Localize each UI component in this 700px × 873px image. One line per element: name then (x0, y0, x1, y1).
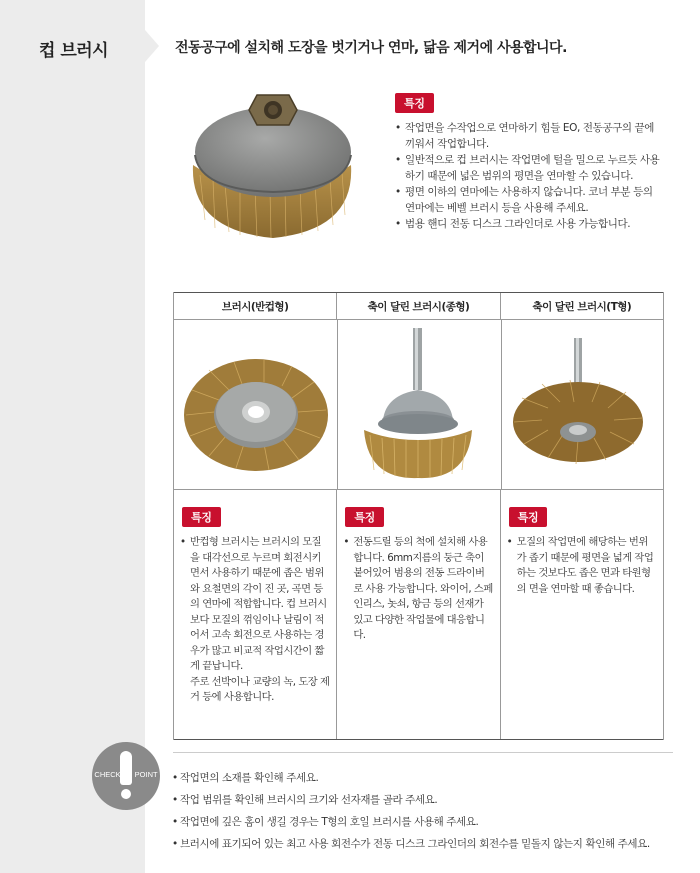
list-item: • 일반적으로 컵 브러시는 작업면에 털을 밀으로 누르듯 사용하기 때문에 넓은 범위의 평면을 연마할 수 있습니다. (395, 153, 660, 184)
checkpoint-icon (92, 742, 160, 810)
page-title: 컵 브러시 (39, 41, 109, 61)
list-item: • 평면 이하의 연마에는 사용하지 않습니다. 코너 부분 등의 연마에는 베벨 브러시 등을 사용해 주세요. (395, 185, 660, 216)
cup-brush-image (185, 80, 360, 245)
features-list (343, 535, 493, 644)
list-item: • 브러시에 표기되어 있는 최고 사용 회전수가 전동 디스크 그라인더의 회전수를 밑돌지 않는지 확인해 주세요. (172, 833, 650, 855)
list-item: • 작업 범위를 확인해 브러시의 크기와 선자재를 골라 주세요. (172, 789, 650, 811)
table-description-row (174, 490, 663, 740)
column-header: 축이 달린 브러시(종형) (336, 293, 499, 319)
checkpoint-label (92, 770, 160, 779)
list-item: • 모질의 작업면에 해당하는 번위가 좁기 때문에 평면을 넓게 작업하는 것보다도 좁은 면과 타원형의 면을 연마할 때 좋습니다. (507, 535, 657, 597)
description-cell (500, 490, 663, 739)
sidebar-pointer (145, 30, 159, 62)
bell-shank-brush-image (338, 320, 501, 490)
half-cup-brush-image (174, 320, 337, 490)
features-badge: 특징 (345, 507, 384, 527)
divider (173, 752, 673, 753)
image-cell (174, 320, 337, 489)
list-item: • 전동드릴 등의 척에 설치해 사용합니다. 6mm지름의 둥근 축이 붙어있어 범용의 전동 드라이버로 사용 가능합니다. 와이어, 스페인리스, 놋쇠, 항금 등의 선재가 있고 다양한 작업물에 대응합니다. (343, 535, 493, 644)
checkpoint-label-right: POINT (134, 770, 158, 779)
main-features (395, 92, 660, 234)
features-badge: 특징 (182, 507, 221, 527)
column-header: 브러시(반컵형) (221, 300, 289, 313)
checkpoint-label-left: CHECK (94, 770, 121, 779)
header-description: 전동공구에 설치해 도장을 벗기거나 연마, 닮음 제거에 사용합니다. (175, 40, 567, 56)
features-list (395, 121, 660, 233)
exclamation-dot (121, 789, 131, 799)
t-shank-brush-image (502, 320, 665, 490)
checkpoint-list (172, 767, 650, 855)
image-cell (501, 320, 665, 489)
features-list (180, 535, 330, 675)
exclamation-icon (120, 751, 132, 785)
features-badge: 특징 (395, 93, 434, 113)
features-badge: 특징 (509, 507, 548, 527)
description-cell (174, 490, 336, 739)
image-cell (337, 320, 501, 489)
list-item: • 작업면의 소재를 확인해 주세요. (172, 767, 650, 789)
brush-comparison-table (173, 292, 664, 740)
description-cell (336, 490, 499, 739)
column-header: 축이 달린 브러시(T형) (500, 293, 663, 319)
description-extra: 주로 선박이나 교량의 녹, 도장 제거 등에 사용합니다. (190, 675, 330, 703)
features-list (507, 535, 657, 597)
table-image-row (174, 320, 663, 490)
list-item: • 작업면을 수작업으로 연마하기 힘들 EO, 전동공구의 끝에 끼워서 작업합니다. (395, 121, 660, 152)
table-header-row (174, 292, 663, 320)
list-item: • 작업면에 깊은 홈이 생길 경우는 T형의 호일 브러시를 사용해 주세요. (172, 811, 650, 833)
list-item: • 반컵형 브러시는 브러시의 모질을 대각선으로 누르며 회전시키면서 사용하기 때문에 좁은 범위와 요철면의 각이 진 곳, 곡면 등의 연마에 적합합니다. 컵 브러시보다 모질의 꺾임이나 날림이 적어서 고속 회전으로 사용하는 경우가 많고 비교적 작업시간이 짧게 끝납니다. (180, 535, 330, 675)
list-item: • 범용 핸디 전동 디스크 그라인더로 사용 가능합니다. (395, 217, 660, 233)
